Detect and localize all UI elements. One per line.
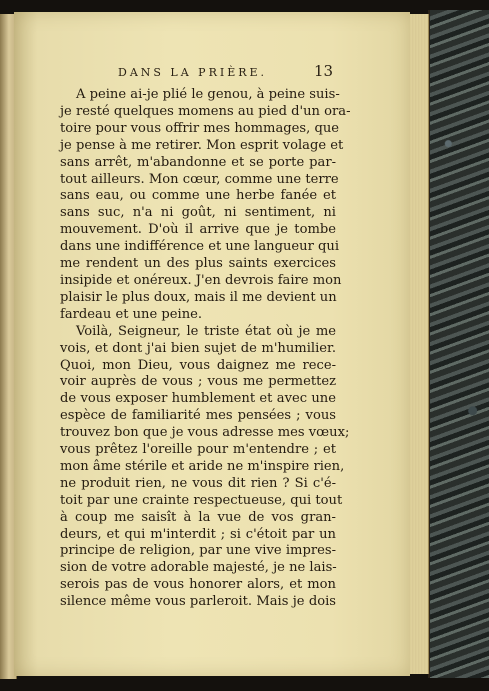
- text-line: sans suc, n'a ni goût, ni sentiment, ni: [60, 205, 336, 221]
- text-line: me rendent un des plus saints exercices: [60, 256, 336, 272]
- text-line: A peine ai-je plié le genou, à peine suis-: [76, 87, 340, 102]
- text-line: toit par une crainte respectueuse, qui tout: [60, 492, 343, 508]
- book-binding: [428, 10, 489, 678]
- text-line: Voilà, Seigneur, le triste état où je me: [76, 323, 336, 339]
- text-line: serois pas de vous honorer alors, et mon: [60, 577, 336, 593]
- text-line: voir auprès de vous ; vous me permettez: [60, 374, 336, 390]
- paragraph-1: [60, 87, 351, 324]
- text-line: sion de votre adorable majesté, je ne lais-: [60, 560, 337, 576]
- text-line: vois, et dont j'ai bien sujet de m'humilier.: [60, 340, 336, 356]
- text-line: de vous exposer humblement et avec une: [60, 391, 336, 407]
- text-line: mouvement. D'où il arrive que je tombe: [60, 222, 336, 238]
- text-line: silence même vous parleroit. Mais je dois: [60, 594, 336, 610]
- paragraph-2: [60, 323, 350, 611]
- text-line: à coup me saisît à la vue de vos gran-: [60, 509, 336, 525]
- text-line: fardeau et une peine.: [60, 306, 203, 322]
- text-line: principe de religion, par une vive impres-: [60, 543, 336, 559]
- running-head: DANS LA PRIÈRE.: [118, 66, 268, 79]
- text-line: espèce de familiarité mes pensées ; vous: [60, 408, 336, 424]
- text-line: je pense à me retirer. Mon esprit volage et: [60, 137, 344, 153]
- text-line: trouvez bon que je vous adresse mes vœux;: [60, 425, 350, 441]
- text-line: dans une indifférence et une langueur qui: [60, 239, 340, 255]
- text-line: sans arrêt, m'abandonne et se porte par-: [60, 154, 336, 170]
- text-line: Quoi, mon Dieu, vous daignez me rece-: [60, 357, 336, 373]
- text-line: toire pour vous offrir mes hommages, que: [60, 120, 340, 136]
- text-line: sans eau, ou comme une herbe fanée et: [60, 188, 336, 204]
- text-line: tout ailleurs. Mon cœur, comme une terre: [60, 171, 339, 187]
- text-line: plaisir le plus doux, mais il me devient un: [60, 289, 337, 305]
- page-number: 13: [314, 62, 334, 80]
- text-line: deurs, et qui m'interdit ; si c'étoit par un: [60, 526, 336, 542]
- text-line: vous prêtez l'oreille pour m'entendre ; et: [60, 442, 336, 458]
- page-body-text: [60, 87, 351, 611]
- text-line: je resté quelques momens au pied d'un ora-: [60, 103, 351, 119]
- text-line: ne produit rien, ne vous dit rien ? Si c'é-: [60, 475, 336, 491]
- text-line: mon âme stérile et aride ne m'inspire rien,: [60, 458, 345, 474]
- text-line: insipide et onéreux. J'en devrois faire mon: [60, 272, 342, 288]
